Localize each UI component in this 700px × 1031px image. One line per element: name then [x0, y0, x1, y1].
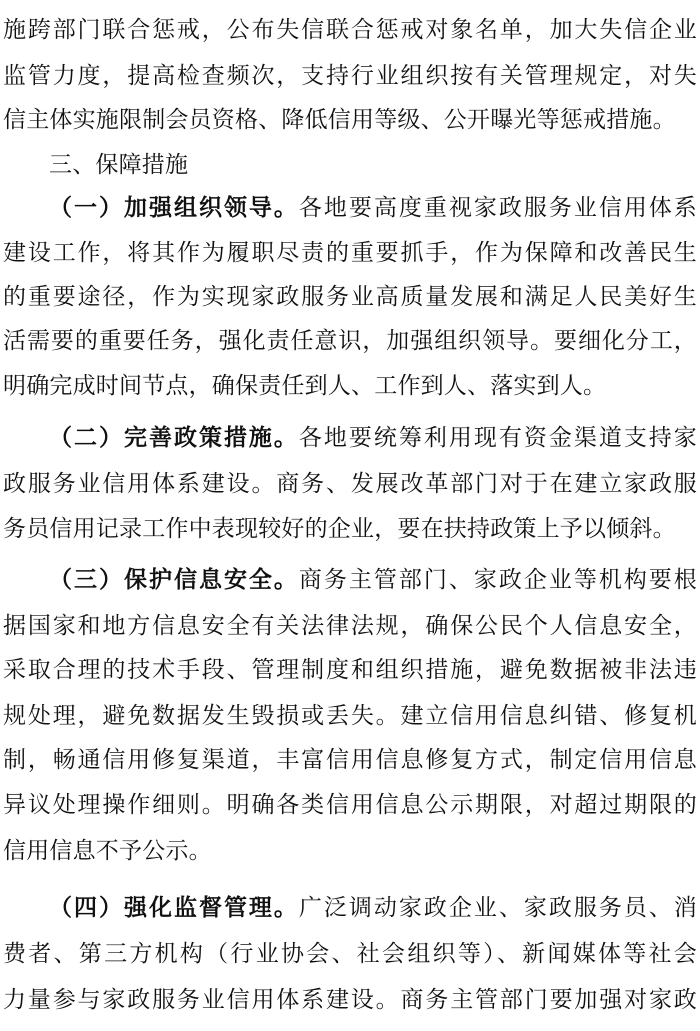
text-line-11	[0, 464, 700, 504]
line-text: 制，畅通信用修复渠道，丰富信用信息修复方式，制定信用信息	[3, 747, 697, 773]
section-heading	[0, 145, 700, 185]
line-text: 采取合理的技术手段、管理制度和组织措施，避免数据被非法违	[3, 657, 697, 683]
line-text: 规处理，避免数据发生毁损或丢失。建立信用信息纠错、修复机	[3, 703, 697, 729]
text-line-9	[0, 366, 700, 406]
line-text: 三、保障措施	[49, 152, 189, 178]
text-line-22	[0, 980, 700, 1020]
line-text: 务员信用记录工作中表现较好的企业，要在扶持政策上予以倾斜。	[3, 516, 676, 542]
text-line-2	[0, 56, 700, 96]
line-text: 商务主管部门、家政企业等机构要根	[298, 567, 697, 593]
subheading-lead: （一）加强组织领导。	[49, 195, 299, 221]
line-text: 活需要的重要任务，强化责任意识，加强组织领导。要细化分工，	[3, 328, 697, 354]
line-text: 明确完成时间节点，确保责任到人、工作到人、落实到人。	[3, 373, 607, 399]
text-line-5	[0, 188, 700, 228]
line-text: 各地要统筹利用现有资金渠道支持家	[298, 425, 697, 451]
text-line-18	[0, 785, 700, 825]
text-line-12	[0, 509, 700, 549]
line-text: 广泛调动家政企业、家政服务员、消	[298, 895, 697, 921]
text-line-10	[0, 418, 700, 458]
line-text: 各地要高度重视家政服务业信用体系	[298, 195, 697, 221]
line-text: 信主体实施限制会员资格、降低信用等级、公开曝光等惩戒措施。	[3, 107, 676, 133]
line-text: 据国家和地方信息安全有关法律法规，确保公民个人信息安全，	[3, 613, 697, 639]
text-line-6	[0, 233, 700, 273]
line-text: 建设工作，将其作为履职尽责的重要抓手，作为保障和改善民生	[3, 240, 697, 266]
line-text: 施跨部门联合惩戒，公布失信联合惩戒对象名单，加大失信企业	[3, 17, 697, 43]
line-text: 异议处理操作细则。明确各类信用信息公示期限，对超过期限的	[3, 792, 697, 818]
subheading-lead: （三）保护信息安全。	[49, 567, 299, 593]
line-text: 政服务业信用体系建设。商务、发展改革部门对于在建立家政服	[3, 471, 697, 497]
line-text: 力量参与家政服务业信用体系建设。商务主管部门要加强对家政	[3, 987, 697, 1013]
line-text: 监管力度，提高检查频次，支持行业组织按有关管理规定，对失	[3, 63, 697, 89]
subheading-lead: （二）完善政策措施。	[49, 425, 299, 451]
text-line-16	[0, 696, 700, 736]
text-line-13	[0, 560, 700, 600]
text-line-21	[0, 934, 700, 974]
text-line-7	[0, 277, 700, 317]
text-line-1	[0, 10, 700, 50]
text-line-20	[0, 888, 700, 928]
text-line-8	[0, 321, 700, 361]
line-text: 的重要途径，作为实现家政服务业高质量发展和满足人民美好生	[3, 284, 697, 310]
subheading-lead: （四）强化监督管理。	[49, 895, 299, 921]
text-line-19	[0, 831, 700, 871]
text-line-15	[0, 650, 700, 690]
line-text: 费者、第三方机构（行业协会、社会组织等）、新闻媒体等社会	[3, 941, 697, 967]
text-line-17	[0, 740, 700, 780]
text-line-14	[0, 606, 700, 646]
text-line-3	[0, 100, 700, 140]
line-text: 信用信息不予公示。	[3, 838, 212, 864]
